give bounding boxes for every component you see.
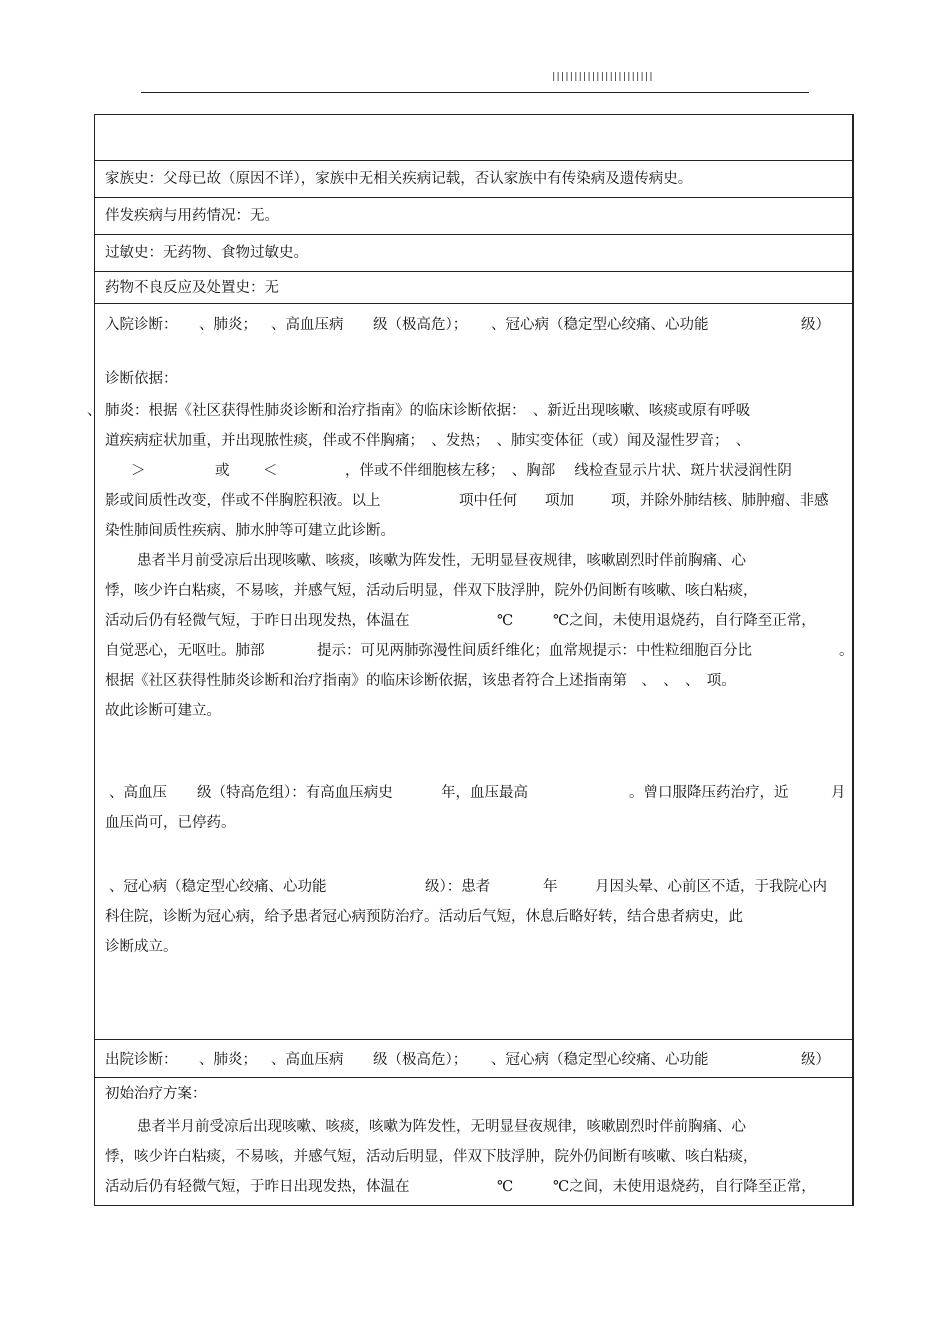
patient-narrative-line: 患者半月前受凉后出现咳嗽、咳痰，咳嗽为阵发性，无明显昼夜规律，咳嗽剧烈时伴前胸痛、心: [137, 553, 746, 569]
admission-item-4: 、冠心病（稳定型心绞痛、心功能: [491, 317, 709, 333]
discharge-item-3: 级（极高危）；: [373, 1052, 468, 1068]
patient-narrative-line: 根据《社区获得性肺炎诊断和治疗指南》的临床诊断依据，该患者符合上述指南第 、 、 、 项。: [105, 673, 736, 689]
treatment-line: ℃: [497, 1179, 514, 1195]
pneumonia-marker: 、: [87, 403, 102, 419]
patient-narrative-line: 故此诊断可建立。: [105, 703, 221, 719]
hypertension-line: 月: [831, 785, 846, 801]
patient-narrative-line: 悸，咳少许白粘痰，不易咳，并感气短，活动后明显，伴双下肢浮肿，院外仍间断有咳嗽、咳白粘痰，: [105, 583, 758, 599]
patient-narrative-line: ℃: [497, 613, 514, 629]
treatment-line: ℃之间，未使用退烧药，自行降至正常，: [553, 1179, 816, 1195]
family-history-text: 家族史：父母已故（原因不详），家族中无相关疾病记载，否认家族中有传染病及遗传病史。: [105, 171, 693, 187]
pneumonia-line: 肺炎：根据《社区获得性肺炎诊断和治疗指南》的临床诊断依据： 、新近出现咳嗽、咳痰或原有呼吸: [105, 403, 751, 419]
medical-record-table: [87, 114, 854, 1206]
hypertension-line: 、高血压: [109, 785, 167, 801]
patient-narrative-line: 自觉恶心，无呕吐。肺部: [105, 643, 265, 659]
chd-line: 年: [543, 879, 558, 895]
chd-line: 级）：患者: [425, 879, 491, 895]
hypertension-line: 年，血压最高: [441, 785, 528, 801]
pneumonia-line: 道疾病症状加重，并出现脓性痰，伴或不伴胸痛； 、发热； 、肺实变体征（或）闻及湿性罗音； 、: [105, 433, 751, 449]
admission-diagnosis-label: 入院诊断：: [105, 317, 178, 333]
discharge-diagnosis-label: 出院诊断：: [105, 1052, 178, 1068]
comorbidity-row: [95, 197, 852, 234]
pneumonia-line: ＞: [131, 463, 146, 479]
pneumonia-line: ＜: [263, 463, 278, 479]
adverse-reaction-row: [95, 271, 852, 303]
pneumonia-line: 影或间质性改变，伴或不伴胸腔积液。以上: [105, 493, 381, 509]
treatment-line: 活动后仍有轻微气短，于昨日出现发热，体温在: [105, 1179, 410, 1195]
empty-row: [95, 115, 852, 160]
treatment-line: 患者半月前受凉后出现咳嗽、咳痰，咳嗽为阵发性，无明显昼夜规律，咳嗽剧烈时伴前胸痛、心: [137, 1119, 746, 1135]
admission-item-5: 级）: [801, 317, 830, 333]
admission-item-2: 、高血压病: [271, 317, 344, 333]
pneumonia-line: 染性肺间质性疾病、肺水肿等可建立此诊断。: [105, 523, 395, 539]
discharge-item-1: 、肺炎；: [199, 1052, 257, 1068]
chd-line: 科住院，诊断为冠心病，给予患者冠心病预防治疗。活动后气短，休息后略好转，结合患者病史，此: [105, 909, 743, 925]
allergy-text: 过敏史：无药物、食物过敏史。: [105, 245, 308, 261]
chd-line: 诊断成立。: [105, 939, 178, 955]
treatment-cell: [95, 1077, 852, 1205]
pneumonia-line: 或: [215, 463, 230, 479]
discharge-item-2: 、高血压病: [271, 1052, 344, 1068]
hypertension-line: 。曾口服降压药治疗，近: [629, 785, 789, 801]
hypertension-line: 级（特高危组）：有高血压病史: [197, 785, 393, 801]
treatment-title: 初始治疗方案：: [105, 1086, 207, 1102]
comorbidity-text: 伴发疾病与用药情况：无。: [105, 208, 279, 224]
discharge-item-5: 级）: [801, 1052, 830, 1068]
pneumonia-line: 项，并除外肺结核、肺肿瘤、非感: [611, 493, 829, 509]
patient-narrative-line: 活动后仍有轻微气短，于昨日出现发热，体温在: [105, 613, 410, 629]
chd-line: 、冠心病（稳定型心绞痛、心功能: [109, 879, 327, 895]
pneumonia-line: ，伴或不伴细胞核左移； 、胸部 线检查显示片状、斑片状浸润性阴: [345, 463, 792, 479]
pneumonia-line: 项中任何: [459, 493, 517, 509]
treatment-line: 悸，咳少许白粘痰，不易咳，并感气短，活动后明显，伴双下肢浮肿，院外仍间断有咳嗽、咳白粘痰，: [105, 1149, 758, 1165]
hypertension-line: 血压尚可，已停药。: [105, 815, 236, 831]
admission-item-3: 级（极高危）；: [373, 317, 468, 333]
patient-narrative-line: 。: [839, 643, 854, 659]
discharge-item-4: 、冠心病（稳定型心绞痛、心功能: [491, 1052, 709, 1068]
admission-diagnosis-cell: [87, 303, 854, 1039]
allergy-row: [95, 234, 852, 271]
family-history-row: [95, 160, 852, 197]
admission-item-1: 、肺炎；: [199, 317, 257, 333]
header-rule: [141, 92, 809, 93]
patient-narrative-line: ℃之间，未使用退烧药，自行降至正常，: [553, 613, 816, 629]
discharge-diagnosis-row: [95, 1039, 852, 1077]
pneumonia-line: 项加: [545, 493, 574, 509]
chd-line: 月因头晕、心前区不适，于我院心内: [595, 879, 827, 895]
basis-title: 诊断依据：: [105, 371, 178, 387]
patient-narrative-line: 提示：可见两肺弥漫性间质纤维化；血常规提示：中性粒细胞百分比: [317, 643, 752, 659]
adverse-reaction-text: 药物不良反应及处置史：无: [105, 280, 279, 296]
header-mark: |||||||||||||||||||||||: [551, 72, 653, 82]
